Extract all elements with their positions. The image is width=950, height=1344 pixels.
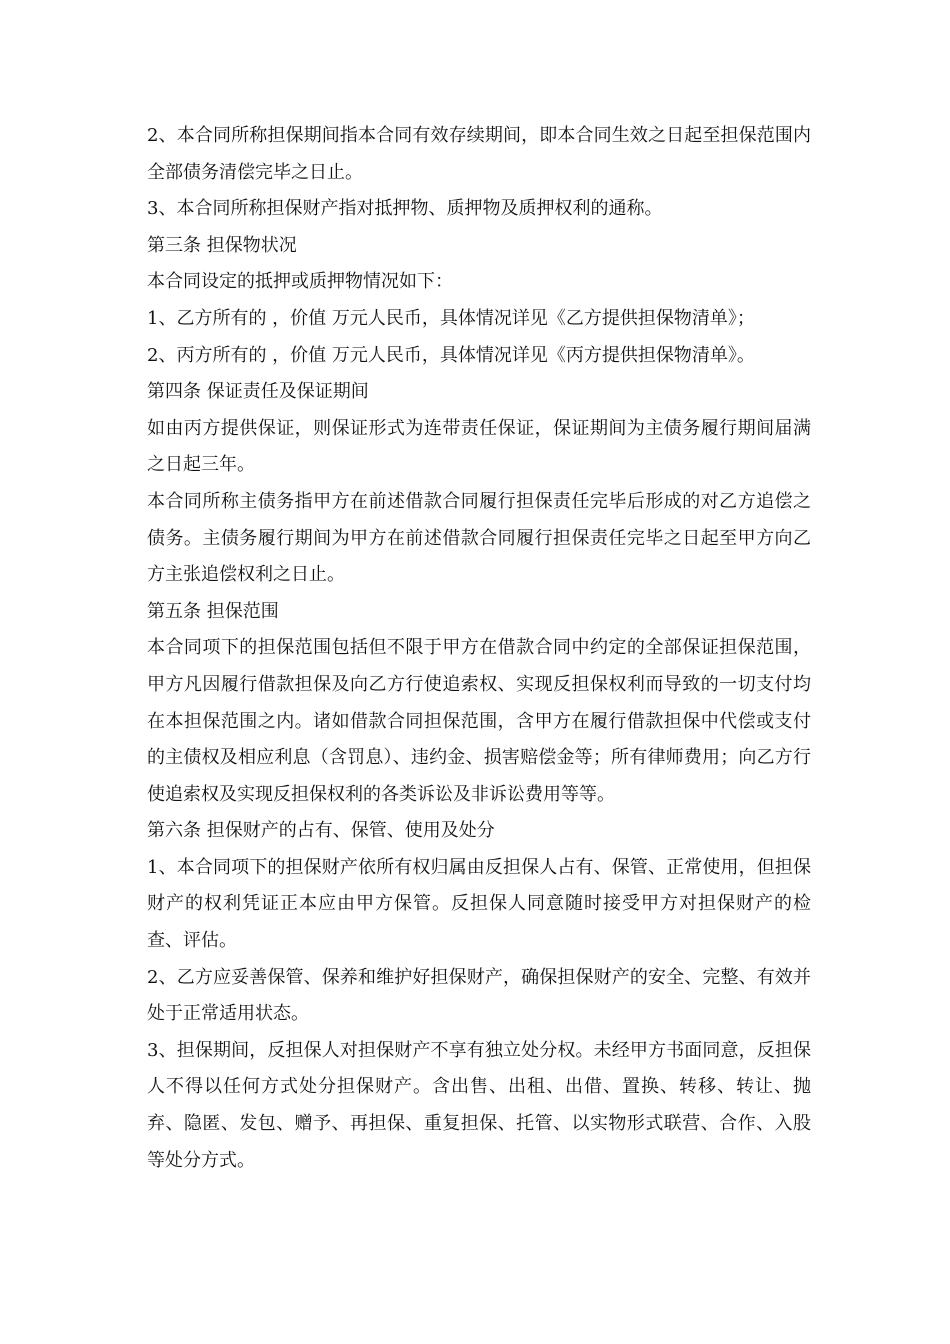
clause-guarantee-period: 2、本合同所称担保期间指本合同有效存续期间，即本合同生效之日起至担保范围内全部债务清偿完毕之日止。 [147,125,811,183]
guarantee-form-paragraph: 如由丙方提供保证，则保证形式为连带责任保证，保证期间为主债务履行期间届满之日起三年。 [147,417,811,476]
possession-clause-2: 2、乙方应妥善保管、保养和维护好担保财产，确保担保财产的安全、完整、有效并处于正常适用状态。 [147,966,811,1025]
guarantee-scope-paragraph: 本合同项下的担保范围包括但不限于甲方在借款合同中约定的全部保证担保范围，甲方凡因履行借款担保及向乙方行使追索权、实现反担保权利而导致的一切支付均在本担保范围之内。诸如借款合同担保范围，含甲方在履行借款担保中代偿或支付的主债权及相应利息（含罚息）、违约金、损害赔偿金等；所有律师费用；向乙方行使追索权及实现反担保权利的各类诉讼及非诉讼费用等等。 [147,637,811,805]
article-5-heading: 第五条 担保范围 [147,600,279,622]
collateral-item-party-b: 1、乙方所有的 ，价值 万元人民币，具体情况详见《乙方提供担保物清单》； [147,307,755,329]
article-3-heading: 第三条 担保物状况 [147,234,297,256]
principal-debt-paragraph: 本合同所称主债务指甲方在前述借款合同履行担保责任完毕后形成的对乙方追偿之债务。主债务履行期间为甲方在前述借款合同履行担保责任完毕之日起至甲方向乙方主张追偿权利之日止。 [147,490,811,586]
contract-page [147,118,811,1179]
article-6-heading: 第六条 担保财产的占有、保管、使用及处分 [147,820,495,842]
possession-clause-3: 3、担保期间，反担保人对担保财产不享有独立处分权。未经甲方书面同意，反担保人不得以任何方式处分担保财产。含出售、出租、出借、置换、转移、转让、抛弃、隐匿、发包、赠予、再担保、重复担保、托管、以实物形式联营、合作、入股等处分方式。 [147,1039,811,1171]
collateral-intro: 本合同设定的抵押或质押物情况如下： [147,271,453,293]
article-4-heading: 第四条 保证责任及保证期间 [147,381,369,403]
clause-guaranteed-property: 3、本合同所称担保财产指对抵押物、质押物及质押权利的通称。 [147,198,663,220]
collateral-item-party-c: 2、丙方所有的 ，价值 万元人民币，具体情况详见《丙方提供担保物清单》。 [147,344,755,366]
possession-clause-1: 1、本合同项下的担保财产依所有权归属由反担保人占有、保管、正常使用，但担保财产的权利凭证正本应由甲方保管。反担保人同意随时接受甲方对担保财产的检查、评估。 [147,856,811,952]
